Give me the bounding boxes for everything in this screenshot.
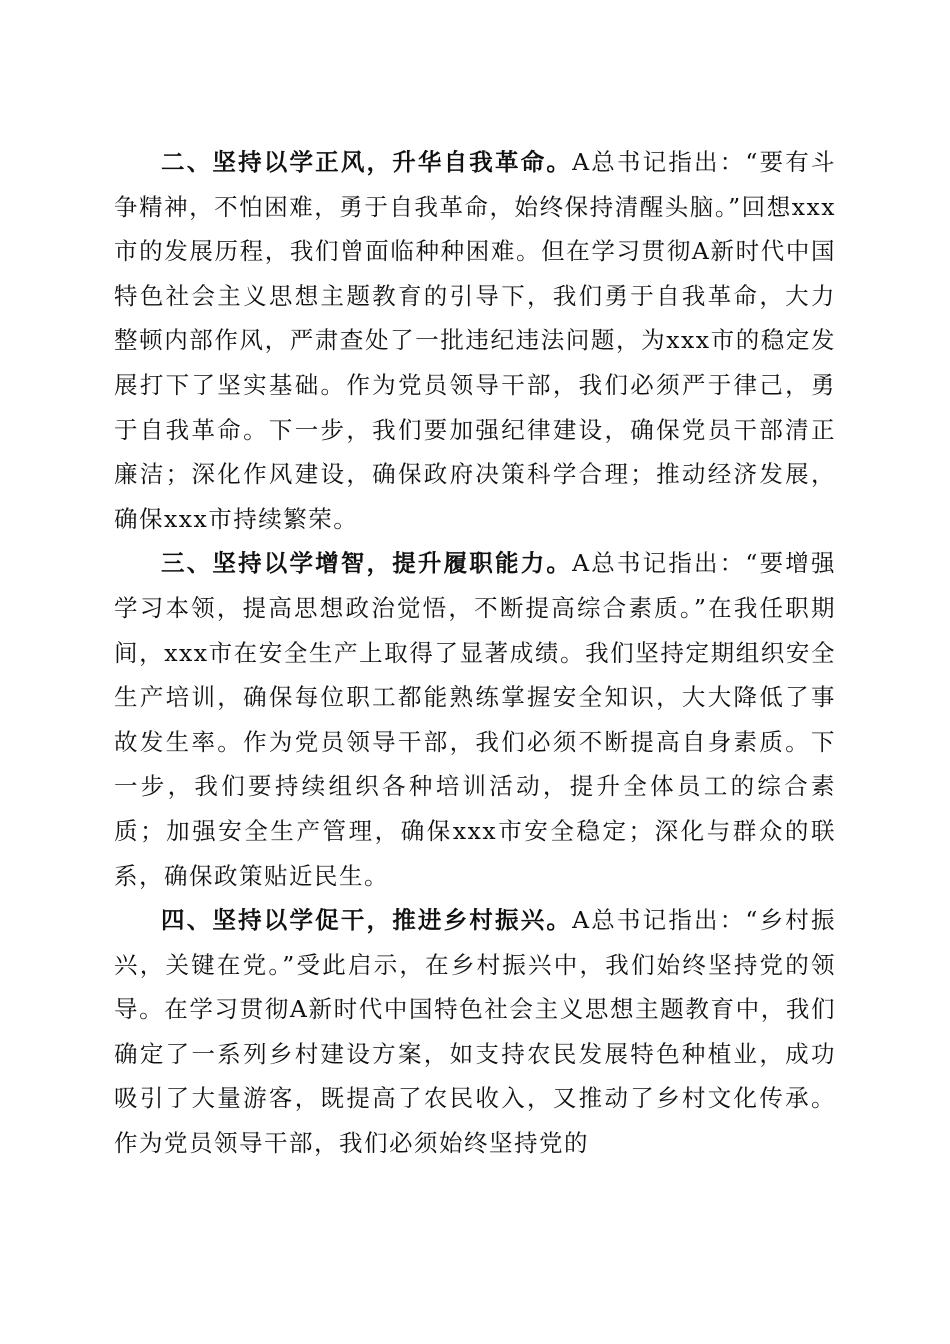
paragraph-4	[114, 898, 836, 1166]
section-heading-4: 四、坚持以学促干，推进乡村振兴。	[161, 906, 573, 935]
section-heading-3: 三、坚持以学增智，提升履职能力。	[161, 549, 573, 578]
section-body-3: A总书记指出：“要增强学习本领，提高思想政治觉悟，不断提高综合素质。”在我任职期间，xxx市在安全生产上取得了显著成绩。我们坚持定期组织安全生产培训，确保每位职工都能熟练掌握安全知识，大大降低了事故发生率。作为党员领导干部，我们必须不断提高自身素质。下一步，我们要持续组织各种培训活动，提升全体员工的综合素质；加强安全生产管理，确保xxx市安全稳定；深化与群众的联系，确保政策贴近民生。	[114, 549, 836, 890]
paragraph-3	[114, 541, 836, 898]
section-body-2: A总书记指出：“要有斗争精神，不怕困难，勇于自我革命，始终保持清醒头脑。”回想xxx市的发展历程，我们曾面临种种困难。但在学习贯彻A新时代中国特色社会主义思想主题教育的引导下，我们勇于自我革命，大力整顿内部作风，严肃查处了一批违纪违法问题，为xxx市的稳定发展打下了坚实基础。作为党员领导干部，我们必须严于律己，勇于自我革命。下一步，我们要加强纪律建设，确保党员干部清正廉洁；深化作风建设，确保政府决策科学合理；推动经济发展，确保xxx市持续繁荣。	[114, 148, 836, 533]
section-body-4: A总书记指出：“乡村振兴，关键在党。”受此启示，在乡村振兴中，我们始终坚持党的领导。在学习贯彻A新时代中国特色社会主义思想主题教育中，我们确定了一系列乡村建设方案，如支持农民发展特色种植业，成功吸引了大量游客，既提高了农民收入，又推动了乡村文化传承。作为党员领导干部，我们必须始终坚持党的	[114, 906, 836, 1158]
section-heading-2: 二、坚持以学正风，升华自我革命。	[161, 148, 573, 176]
document-body	[114, 140, 836, 1166]
paragraph-2	[114, 140, 836, 541]
